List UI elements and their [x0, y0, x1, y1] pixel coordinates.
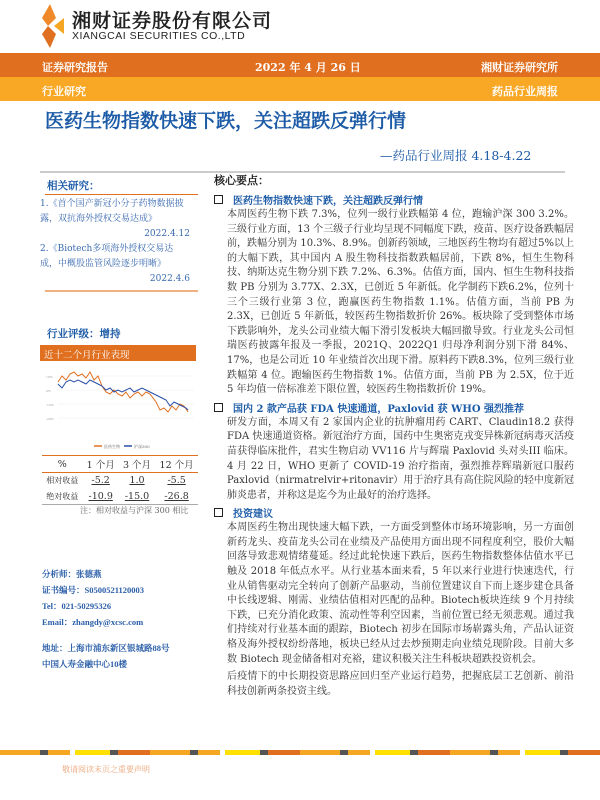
table-cell: -26.8 [164, 490, 189, 502]
related-item[interactable]: 2.《Biotech多项海外授权交易达成，中概股监管风险逐步明晰》 [40, 244, 174, 269]
divider [45, 194, 198, 195]
table-header: 1 个月 [86, 460, 115, 471]
table-row [42, 473, 198, 489]
header-bar-bottom [0, 77, 600, 101]
row-label: 相对收益 [46, 476, 79, 486]
svg-text:-10%: -10% [46, 403, 54, 407]
table-cell: -5.5 [167, 475, 186, 487]
table-header: 3 个月 [122, 460, 152, 471]
address: 地址：上海市浦东新区银城路88号中国人寿金融中心10楼 [42, 643, 170, 669]
section-heading: 医药生物指数快速下跌，关注超跌反弹行情 [214, 192, 574, 207]
company-logo-icon [42, 4, 64, 48]
table-cell: -5.2 [91, 475, 110, 487]
disclaimer-note[interactable]: 敬请阅读末页之重要声明 [62, 765, 150, 774]
section-heading: 投资建议 [214, 505, 574, 520]
analyst-tel: Tel：021-50295326 [42, 601, 112, 611]
category: 行业研究 [42, 85, 86, 98]
paragraph: 后疫情下的中长期投资思路应回归至产业运行趋势，把握底层工艺创新、前沿科技创新两条投资主线。 [227, 671, 574, 697]
svg-text:-20%: -20% [46, 417, 54, 421]
footer-stripe [0, 750, 600, 755]
page-title: 医药生物指数快速下跌，关注超跌反弹行情 [45, 110, 407, 132]
table-note: 注：相对收益与沪深 300 相比 [80, 506, 189, 515]
table-row [42, 489, 198, 505]
divider [45, 290, 198, 292]
company-name-cn: 湘财证券股份有限公司 [72, 10, 273, 32]
core-points-heading: 核心要点： [214, 174, 269, 187]
svg-text:10%: 10% [46, 375, 53, 379]
performance-table [42, 455, 198, 505]
performance-heading: 近十二个月行业表现 [40, 345, 196, 361]
paragraph: 本周医药生物出现快速大幅下跌，一方面受到整体市场环境影响，另一方面创新药龙头、疫苗龙头公司在业绩及产品使用方面出现不同程度利空，股价大幅回落导致悲观情绪蔓延。经过此轮快速下跌后，医药生物指数整体估值水平已触及 2018 年低点水平。从行业基本面来看，5 年以来行业进行快速迭代，行业从销售驱动完全转向了创新产品驱动，当前位置建议自下而上逐步建仓具备中长线逻辑、刚需、业绩估值相对匹配的品种。Biotech板块连续 9 个月持续下跌，已充分消化政策、流动性等利空因素，当前位置已经无须悲观。通过我们持续对行业基本面的跟踪，Biotech 初步在国际市场崭露头角，产品认证资格及海外授权纷纷落地，板块已经从过去炒预期走向业绩兑现阶段。目前大多数 Biotech 现金储备相对充裕，建议积极关注生科板块超跌投资机会。 [227, 522, 574, 665]
paragraph: 本周医药生物下跌 7.3%，位列一级行业跌幅第 4 位，跑输沪深 300 3.2%。三级行业方面，13 个三级子行业均呈现不同幅度下跌，疫苗、医疗设备跌幅居前，跌幅分别为 10.3%、8.9%。创新药领域，三地医药生物均有超过5%以上的大幅下跌，其中国内 A 股生物科技指数跌幅居前，下跌 8%，恒生生物科技、纳斯达克生物分别下跌 7.2%、6.3%。估值方面，国内、恒生生物科技指数 PB 分别为 3.77X、2.3X，已创近 5 年新低。化学制药下跌6.2%，位列十三个三级行业第 3 位，跑赢医药生物指数 1.1%。估值方面，当前 PB 为 2.3X，已创近 5 年新低，较医药生物指数折价 26%。板块除了受到整体市场下跌影响外，龙头公司业绩大幅下滑引发板块大幅回撤导致。行业龙头公司恒瑞医药披露年报及一季报，2021Q、2022Q1 归母净利润分别下滑 84%、17%，也是公司近 10 年业绩首次出现下滑。原料药下跌8.3%，位列三级行业跌幅第 4 位。跑输医药生物指数 1%。估值方面，当前 PB 为 2.5X，位于近 5 年均值一倍标准差下限位置，较医药生物指数折价 19%。 [227, 209, 574, 396]
related-date: 2022.4.6 [149, 274, 190, 284]
analyst-cert: 证书编号：S0500521120003 [42, 585, 145, 595]
related-list [40, 197, 190, 287]
table-header: % [57, 458, 67, 470]
checkbox-bullet-icon [214, 403, 223, 412]
checkbox-bullet-icon [214, 508, 223, 517]
performance-chart [44, 366, 199, 456]
legend-pharma: 医药生物 [104, 444, 120, 449]
svg-text:0%: 0% [46, 389, 51, 393]
series: 药品行业周报 [492, 85, 558, 98]
legend-csi300: 沪深300 [134, 444, 150, 449]
checkbox-bullet-icon [214, 195, 223, 204]
row-label: 绝对收益 [46, 491, 79, 501]
analyst-name: 分析师：张德燕 [42, 569, 102, 579]
related-date: 2022.4.12 [144, 229, 190, 239]
header-bar-top [0, 53, 600, 77]
analyst-email[interactable]: Email：zhangdy@xcsc.com [42, 617, 144, 627]
table-header: 12 个月 [159, 460, 194, 471]
section-heading: 国内 2 款产品获 FDA 快速通道，Paxlovid 获 WHO 强烈推荐 [214, 400, 574, 415]
institute: 湘财证券研究所 [481, 61, 558, 74]
main-content [214, 190, 574, 699]
report-type: 证券研究报告 [42, 61, 108, 74]
company-name-en: XIANGCAI SECURITIES CO.,LTD [72, 30, 246, 42]
related-heading: 相关研究： [47, 180, 100, 192]
report-date: 2022 年 4 月 26 日 [255, 61, 361, 74]
table-cell: -15.0 [124, 490, 150, 502]
related-item[interactable]: 1.《首个国产新冠小分子药物数据披露，双抗海外授权交易达成》 [40, 199, 184, 224]
industry-rating: 行业评级：增持 [47, 328, 121, 340]
table-cell: -10.9 [88, 490, 113, 502]
page-subtitle: —药品行业周报 4.18-4.22 [380, 148, 532, 163]
table-cell: 1.0 [129, 475, 145, 487]
paragraph: 研发方面，本周又有 2 家国内企业的抗肿瘤用药 CART、Claudin18.2 获得FDA 快速通道资格。新冠治疗方面，国药中生奥密克戎变异株新冠病毒灭活疫苗获得临床批件，君实生物启动 VV116 片与辉瑞 Paxlovid 头对头III 临床。4 月 22 日，WHO 更新了 COVID-19 治疗指南，强烈推荐辉瑞新冠口服药 Paxlovid（nirmatrelvir+ritonavir）用于治疗具有高住院风险的轻中度新冠肺炎患者，并称这是迄今为止最好的治疗选择。 [227, 416, 574, 501]
